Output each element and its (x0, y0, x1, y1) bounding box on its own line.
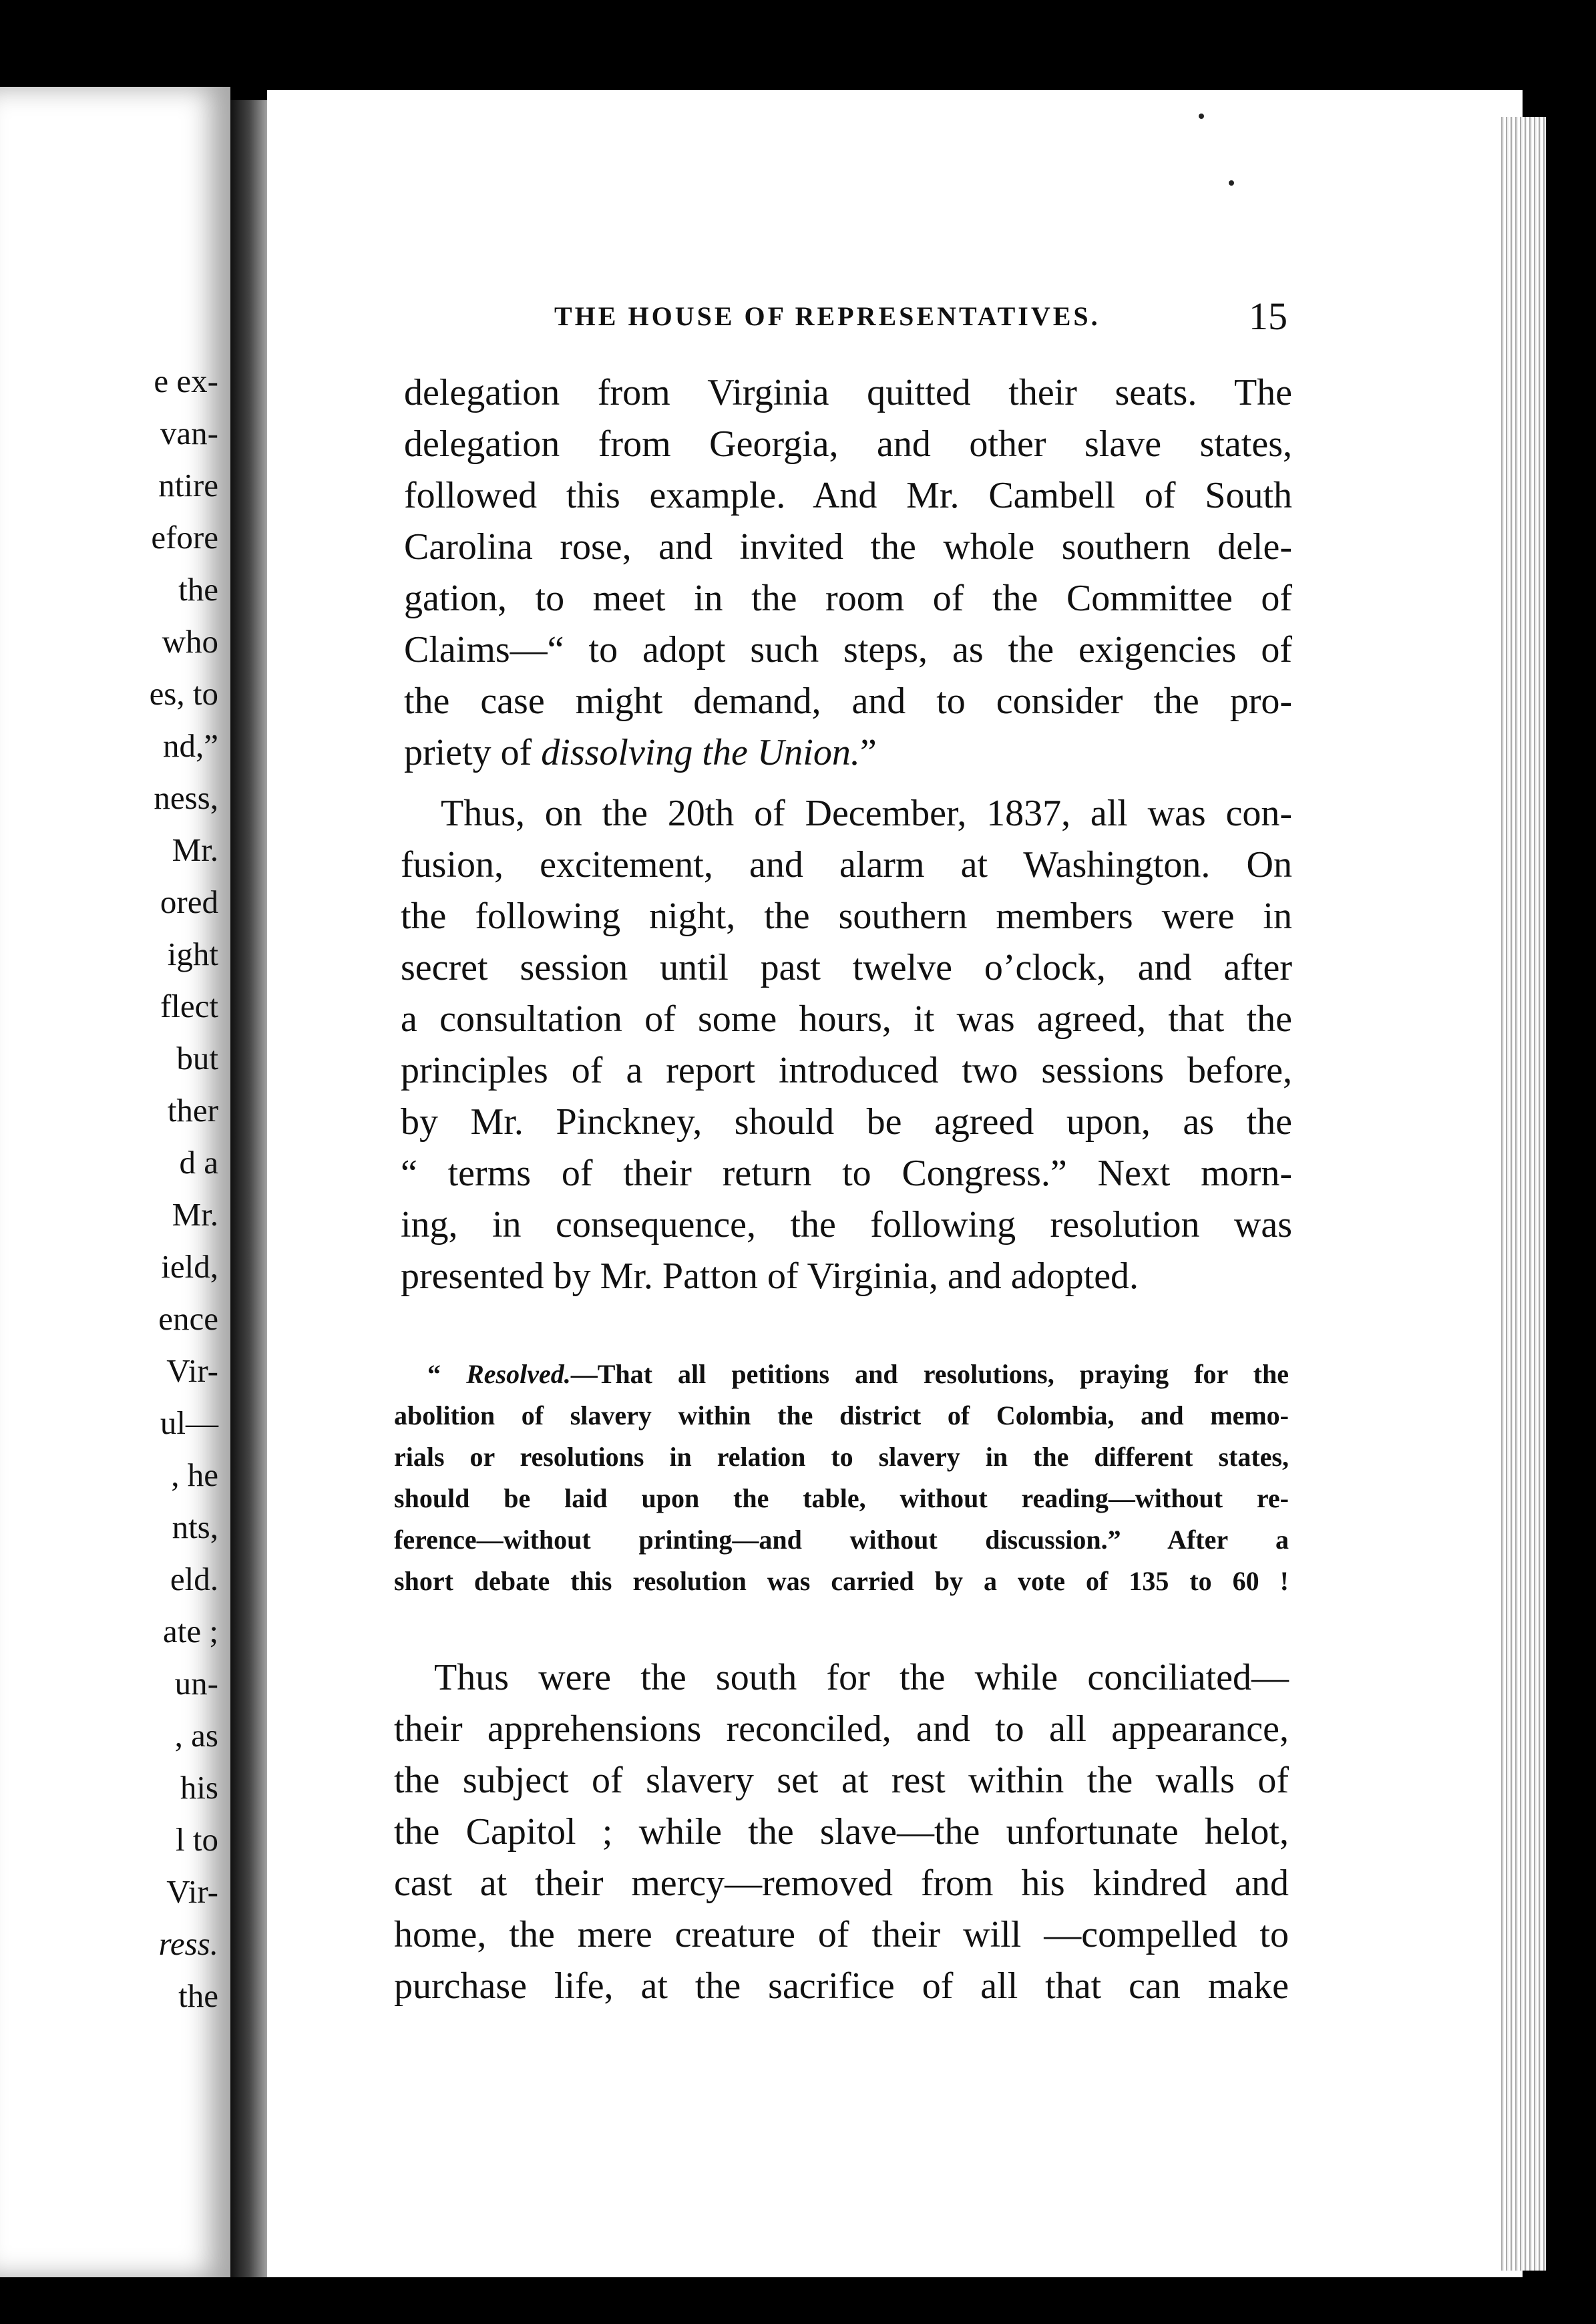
text-line: the case might demand, and to consider the pro- (404, 681, 1292, 722)
text-line: the Capitol ; while the slave—the unfortunate helot, (394, 1811, 1289, 1853)
left-page (0, 87, 230, 2277)
text-line: secret session until past twelve o’clock, and after (401, 947, 1292, 988)
text-line: delegation from Virginia quitted their seats. The (404, 372, 1292, 413)
left-page-text: eld. (170, 1561, 218, 1597)
text-line: purchase life, at the sacrifice of all that can make (394, 1965, 1289, 2007)
resolution-line: ference—without printing—and without discussion.” After a (394, 1525, 1289, 1555)
text-line: followed this example. And Mr. Cambell of South (404, 475, 1292, 516)
left-page-text: Vir- (166, 1352, 218, 1389)
text-line: Carolina rose, and invited the whole southern dele- (404, 526, 1292, 568)
left-page-text: un- (174, 1665, 218, 1702)
running-head: THE HOUSE OF REPRESENTATIVES. (554, 301, 1101, 331)
left-page-text: the (178, 1977, 218, 2014)
text-line: Thus, on the 20th of December, 1837, all was con- (441, 793, 1292, 834)
left-page-text: ored (160, 884, 218, 920)
italic-text: dissolving the Union. (541, 732, 860, 773)
left-page-text: Vir- (166, 1873, 218, 1910)
left-page-text: ther (167, 1092, 218, 1129)
page-edges (1499, 117, 1546, 2271)
text-line: “ terms of their return to Congress.” Next morn- (401, 1153, 1292, 1194)
left-page-text: ence (158, 1300, 218, 1337)
left-page-text: van- (160, 415, 218, 451)
text-span: priety of (404, 732, 542, 773)
left-page-text: Mr. (172, 831, 218, 868)
left-page-text: ul— (160, 1404, 218, 1441)
resolution-line: short debate this resolution was carried by a vote of 135 to 60 ! (394, 1566, 1289, 1596)
text-line: the following night, the southern members were in (401, 896, 1292, 937)
resolution-line: rials or resolutions in relation to slavery in the different states, (394, 1442, 1289, 1472)
left-page-text: the (178, 571, 218, 608)
left-page-text: l to (176, 1821, 218, 1858)
left-page-text: but (176, 1040, 218, 1077)
left-page-text: e ex- (154, 363, 218, 399)
text-line: gation, to meet in the room of the Committee of (404, 578, 1292, 619)
text-line: Claims—“ to adopt such steps, as the exigencies of (404, 629, 1292, 670)
left-page-text: efore (151, 519, 218, 556)
left-page-text: ight (167, 936, 218, 972)
left-page-text: flect (160, 988, 218, 1024)
left-page-text: nd,” (163, 727, 218, 764)
text-line: ing, in consequence, the following resolution was (401, 1204, 1292, 1245)
text-line: by Mr. Pinckney, should be agreed upon, as the (401, 1101, 1292, 1143)
text-line: cast at their mercy—removed from his kindred and (394, 1863, 1289, 1904)
left-page-text: , he (171, 1457, 218, 1493)
left-page-text: nts, (172, 1509, 218, 1545)
left-page-text: es, to (149, 675, 218, 712)
left-page-text: , as (174, 1717, 218, 1754)
left-page-text: his (180, 1769, 218, 1806)
page-speck (1229, 180, 1234, 186)
resolution-line (427, 1358, 1289, 1390)
text-span: —That all petitions and resolutions, praying for the (570, 1359, 1289, 1389)
text-line (404, 731, 877, 774)
left-page-text: ate ; (163, 1613, 218, 1650)
resolution-line: abolition of slavery within the district of Colombia, and memo- (394, 1400, 1289, 1430)
page-number: 15 (1249, 295, 1287, 338)
italic-text: Resolved. (466, 1359, 571, 1389)
text-line: presented by Mr. Patton of Virginia, and adopted. (401, 1255, 1139, 1297)
text-line: the subject of slavery set at rest within the walls of (394, 1760, 1289, 1801)
text-line: principles of a report introduced two sessions before, (401, 1050, 1292, 1091)
text-line: home, the mere creature of their will —compelled to (394, 1914, 1289, 1955)
text-span: ” (859, 732, 877, 773)
left-page-text: d a (179, 1144, 218, 1181)
left-page-text: ness, (154, 779, 218, 816)
left-page-text: Mr. (172, 1196, 218, 1233)
left-page-text: ntire (158, 467, 218, 504)
resolution-line: should be laid upon the table, without reading—without re- (394, 1483, 1289, 1513)
left-page-text: who (162, 623, 218, 660)
text-line: delegation from Georgia, and other slave states, (404, 423, 1292, 465)
text-span: “ (427, 1359, 467, 1389)
left-page-text: ield, (161, 1248, 218, 1285)
page-speck (1199, 114, 1204, 119)
left-page-text: ress. (158, 1925, 218, 1962)
text-line: a consultation of some hours, it was agreed, that the (401, 998, 1292, 1040)
text-line: fusion, excitement, and alarm at Washington. On (401, 844, 1292, 886)
text-line: Thus were the south for the while conciliated— (434, 1657, 1289, 1698)
text-line: their apprehensions reconciled, and to all appearance, (394, 1708, 1289, 1750)
